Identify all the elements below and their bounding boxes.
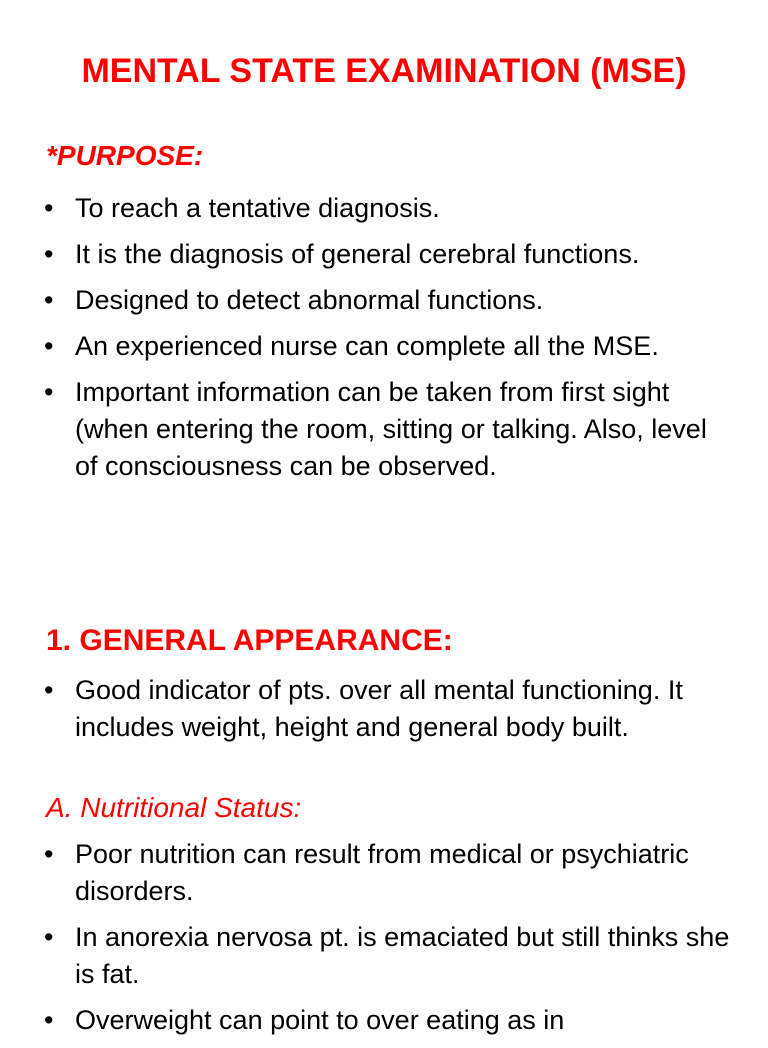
page-title: MENTAL STATE EXAMINATION (MSE) (81, 52, 687, 90)
bullet-icon: • (44, 839, 54, 869)
list-item-text: An experienced nurse can complete all the MSE. (75, 331, 659, 361)
nutritional-status-list (0, 836, 768, 1048)
bullet-icon: • (44, 239, 54, 269)
list-item (0, 836, 768, 910)
list-item-text: Good indicator of pts. over all mental functioning. It includes weight, height and general body built. (75, 675, 683, 742)
list-item (0, 919, 768, 993)
list-item (0, 1002, 768, 1039)
list-item-text: In anorexia nervosa pt. is emaciated but still thinks she is fat. (75, 922, 730, 989)
list-item (0, 236, 768, 273)
list-item (0, 374, 768, 485)
bullet-icon: • (44, 285, 54, 315)
nutritional-status-heading: A. Nutritional Status: (46, 792, 302, 823)
bullet-icon: • (44, 331, 54, 361)
list-item (0, 328, 768, 365)
bullet-icon: • (44, 922, 54, 952)
list-item-text: It is the diagnosis of general cerebral functions. (75, 239, 640, 269)
list-item-text: Overweight can point to over eating as in (75, 1005, 565, 1035)
purpose-heading: *PURPOSE: (46, 140, 204, 171)
list-item-text: Poor nutrition can result from medical or psychiatric disorders. (75, 839, 689, 906)
bullet-icon: • (44, 1005, 54, 1035)
list-item (0, 672, 768, 746)
list-item (0, 190, 768, 227)
purpose-list (0, 190, 768, 494)
general-appearance-list (0, 672, 768, 755)
list-item-text: Designed to detect abnormal functions. (75, 285, 544, 315)
bullet-icon: • (44, 675, 54, 705)
list-item (0, 282, 768, 319)
list-item-text: To reach a tentative diagnosis. (75, 193, 440, 223)
general-appearance-heading: 1. GENERAL APPEARANCE: (46, 624, 453, 657)
bullet-icon: • (44, 193, 54, 223)
list-item-text: Important information can be taken from first sight (when entering the room, sitting or talking. Also, level of consciousness can be observed. (75, 377, 707, 481)
bullet-icon: • (44, 377, 54, 407)
